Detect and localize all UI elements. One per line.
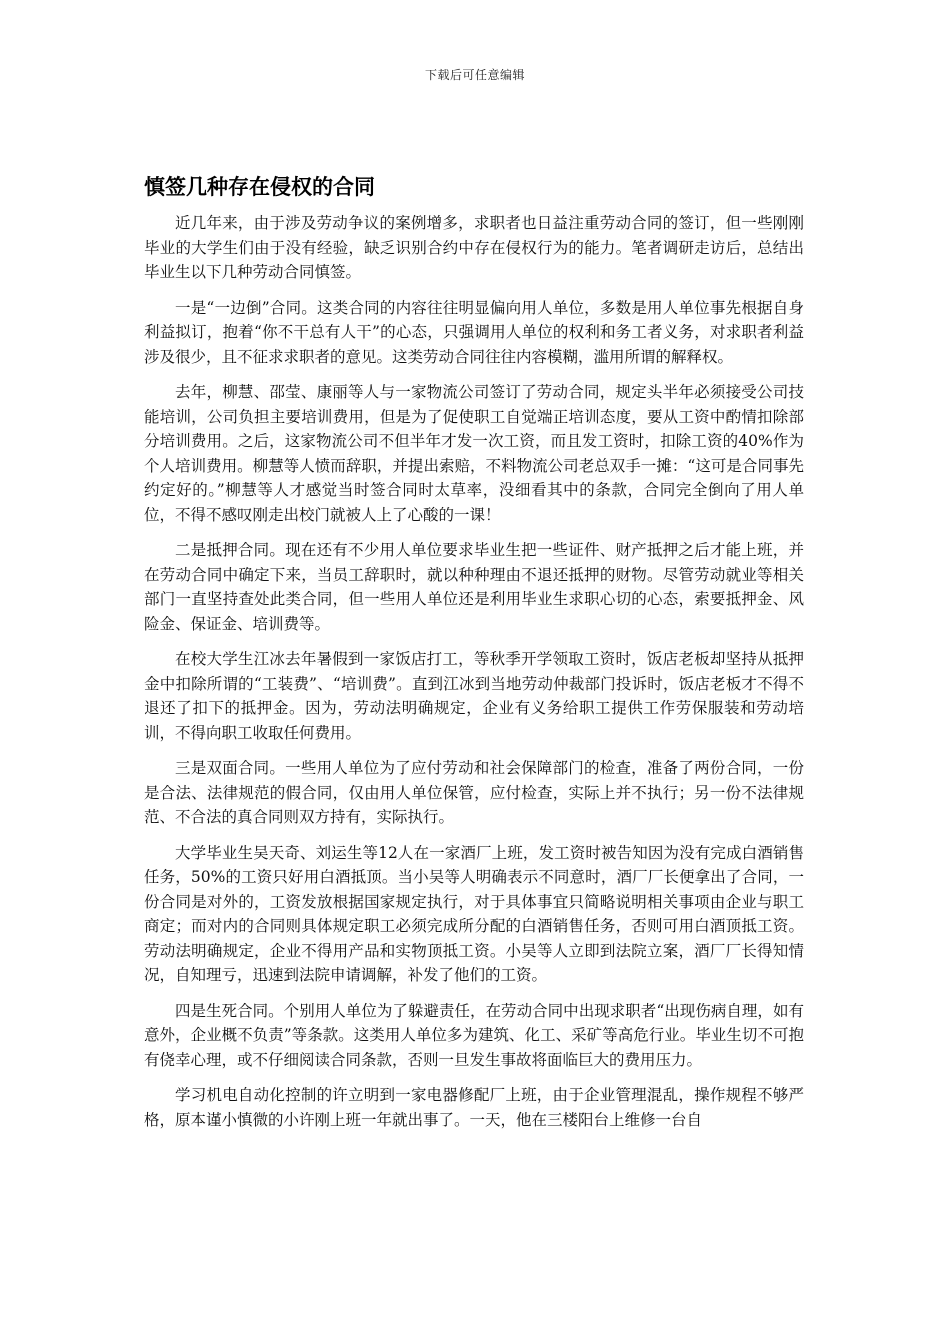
page-header-note: 下载后可任意编辑 bbox=[424, 68, 525, 82]
paragraph-one-sided-contract: 一是“一边倒”合同。这类合同的内容往往明显偏向用人单位，多数是用人单位事先根据自身利益拟订，抱着“你不干总有人干”的心态，只强调用人单位的权利和务工者义务，对求职者利益涉及很少，且不征求求职者的意见。这类劳动合同往往内容模糊，滥用所谓的解释权。 bbox=[144, 298, 804, 366]
document-body bbox=[144, 172, 804, 1143]
paragraph-double-example: 大学毕业生吴天奇、刘运生等12人在一家酒厂上班，发工资时被告知因为没有完成白酒销售任务，50%的工资只好用白酒抵顶。当小吴等人明确表示不同意时，酒厂厂长便拿出了合同，一份合同是对外的，工资发放根据国家规定执行，对于具体事宜只简略说明相关事项由企业与职工商定；而对内的合同则具体规定职工必须完成所分配的白酒销售任务，否则可用白酒顶抵工资。劳动法明确规定，企业不得用产品和实物顶抵工资。小吴等人立即到法院立案，酒厂厂长得知情况，自知理亏，迅速到法院申请调解，补发了他们的工资。 bbox=[144, 843, 804, 984]
document-title: 慎签几种存在侵权的合同 bbox=[144, 175, 375, 199]
paragraph-life-death-contract: 四是生死合同。个别用人单位为了躲避责任，在劳动合同中出现求职者“出现伤病自理，如有意外，企业概不负责”等条款。这类用人单位多为建筑、化工、采矿等高危行业。毕业生切不可抱有侥幸心理，或不仔细阅读合同条款，否则一旦发生事故将面临巨大的费用压力。 bbox=[144, 1001, 804, 1069]
paragraph-double-contract: 三是双面合同。一些用人单位为了应付劳动和社会保障部门的检查，准备了两份合同，一份是合法、法律规范的假合同，仅由用人单位保管，应付检查，实际上并不执行；另一份不法律规范、不合法的真合同则双方持有，实际执行。 bbox=[144, 759, 804, 826]
paragraph-mortgage-contract: 二是抵押合同。现在还有不少用人单位要求毕业生把一些证件、财产抵押之后才能上班，并在劳动合同中确定下来，当员工辞职时，就以种种理由不退还抵押的财物。尽管劳动就业等相关部门一直坚持查处此类合同，但一些用人单位还是利用毕业生求职心切的心态，索要抵押金、风险金、保证金、培训费等。 bbox=[144, 541, 804, 633]
paragraph-intro: 近几年来，由于涉及劳动争议的案例增多，求职者也日益注重劳动合同的签订，但一些刚刚毕业的大学生们由于没有经验，缺乏识别合约中存在侵权行为的能力。笔者调研走访后，总结出毕业生以下几种劳动合同慎签。 bbox=[144, 214, 804, 281]
paragraph-life-death-example: 学习机电自动化控制的许立明到一家电器修配厂上班，由于企业管理混乱，操作规程不够严格，原本谨小慎微的小许刚上班一年就出事了。一天，他在三楼阳台上维修一台自 bbox=[144, 1086, 804, 1129]
paragraph-mortgage-example: 在校大学生江冰去年暑假到一家饭店打工，等秋季开学领取工资时，饭店老板却坚持从抵押金中扣除所谓的“工装费”、“培训费”。直到江冰到当地劳动仲裁部门投诉时，饭店老板才不得不退还了扣下的抵押金。因为，劳动法明确规定，企业有义务给职工提供工作劳保服装和劳动培训，不得向职工收取任何费用。 bbox=[144, 650, 804, 742]
paragraph-one-sided-example: 去年，柳慧、邵莹、康丽等人与一家物流公司签订了劳动合同，规定头半年必须接受公司技能培训，公司负担主要培训费用，但是为了促使职工自觉端正培训态度，要从工资中酌情扣除部分培训费用。之后，这家物流公司不但半年才发一次工资，而且发工资时，扣除工资的40%作为个人培训费用。柳慧等人愤而辞职，并提出索赔，不料物流公司老总双手一摊：“这可是合同事先约定好的。”柳慧等人才感觉当时签合同时太草率，没细看其中的条款，合同完全倒向了用人单位，不得不感叹刚走出校门就被人上了心酸的一课！ bbox=[144, 383, 804, 524]
